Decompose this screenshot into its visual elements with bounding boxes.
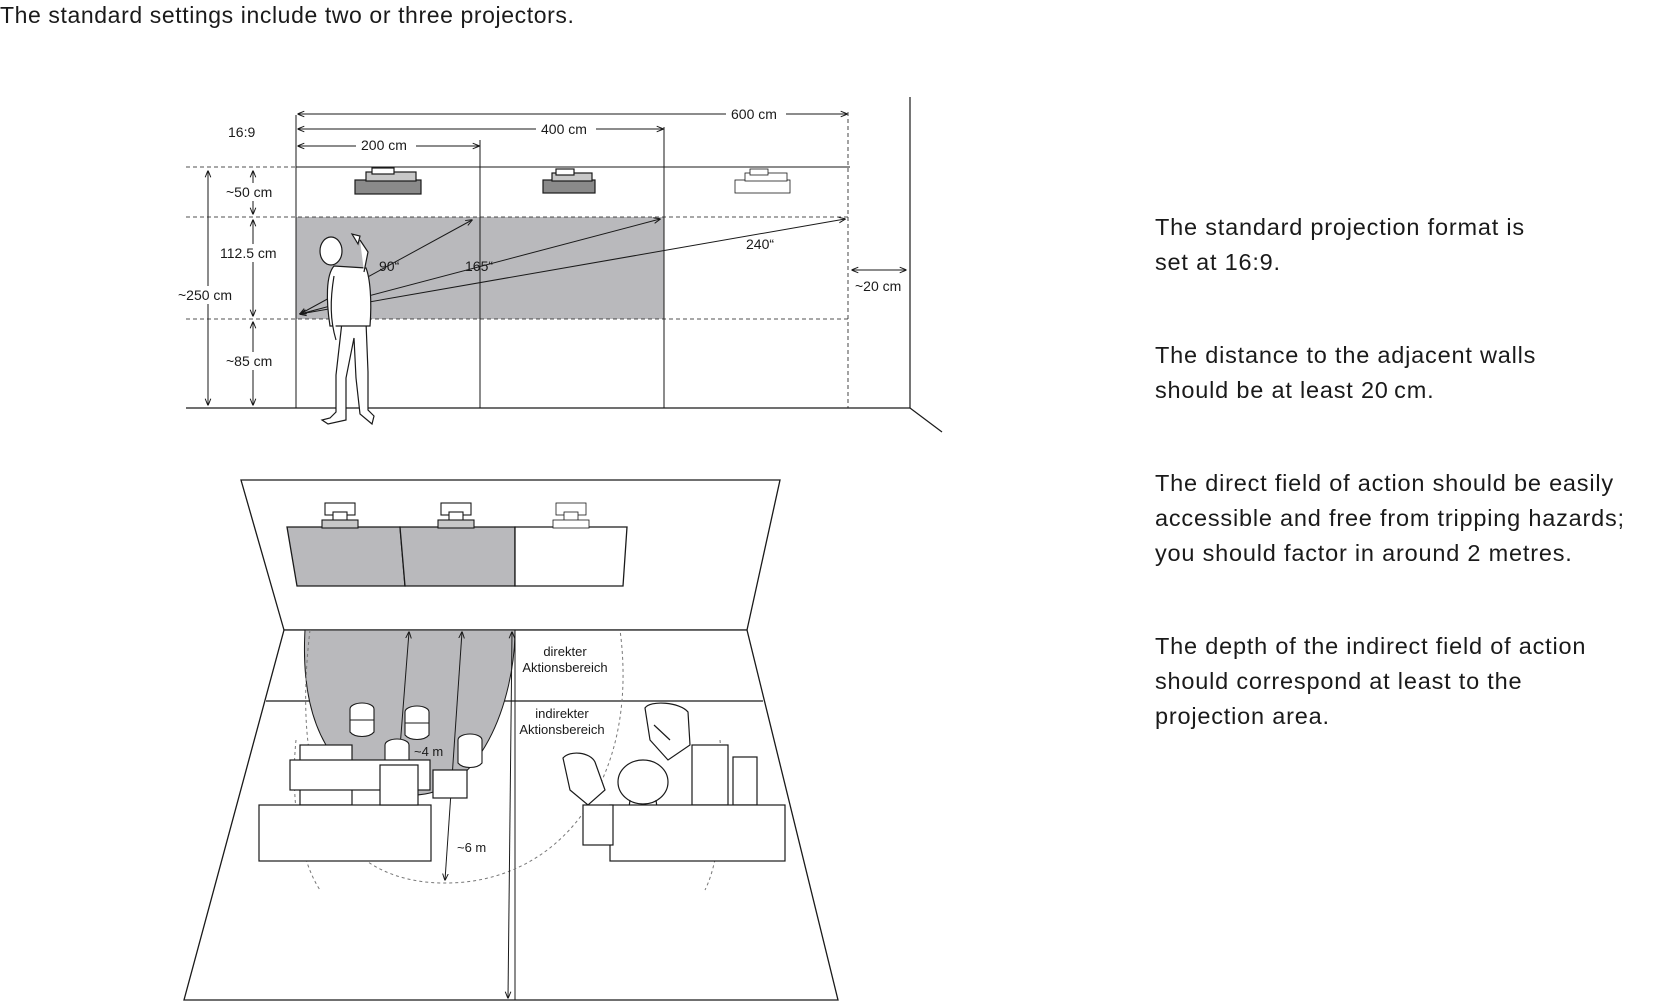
distance-4m-label: ~4 m [414, 744, 444, 759]
paragraph-line: projection area. [1155, 703, 1330, 729]
indirect-zone-label-line1: indirekter [535, 706, 589, 721]
distance-6m-label: ~6 m [457, 840, 487, 855]
diagonal-240-label: 240“ [746, 236, 775, 252]
projector-icon [438, 503, 474, 528]
paragraph-line: accessible and free from tripping hazards; [1155, 505, 1625, 531]
direct-zone-label-line2: Aktionsbereich [522, 660, 608, 675]
width-600-label: 600 cm [731, 106, 777, 122]
width-400-label: 400 cm [541, 121, 587, 137]
stool-icon [350, 703, 374, 737]
description-paragraphs [1155, 210, 1655, 792]
direct-zone-label-line1: direkter [543, 644, 587, 659]
width-200-label: 200 cm [361, 137, 407, 153]
paragraph-line: you should factor in around 2 metres. [1155, 540, 1573, 566]
paragraph-line: The depth of the indirect field of action [1155, 633, 1587, 659]
paragraph-indirect-field [1155, 629, 1655, 734]
stool-icon [458, 734, 482, 768]
height-total-label: ~250 cm [178, 287, 233, 303]
projector-icon [735, 169, 790, 193]
height-bottom-label: ~85 cm [226, 353, 273, 369]
stool-icon [405, 706, 429, 740]
projector-icon [355, 168, 421, 194]
diagonal-165-label: 165“ [465, 258, 494, 274]
projection-area [287, 527, 405, 586]
indirect-zone-label-line2: Aktionsbereich [519, 722, 605, 737]
paragraph-line: should correspond at least to the [1155, 668, 1523, 694]
paragraph-wall-distance [1155, 338, 1655, 408]
format-label: 16:9 [228, 124, 256, 140]
wall-gap-label: ~20 cm [855, 278, 902, 294]
paragraph-line: set at 16:9. [1155, 249, 1281, 275]
paragraph-line: The standard projection format is [1155, 214, 1525, 240]
paragraph-direct-field [1155, 466, 1655, 571]
paragraph-format [1155, 210, 1655, 280]
height-top-label: ~50 cm [226, 184, 273, 200]
elevation-view [186, 97, 942, 432]
paragraph-line: should be at least 20 cm. [1155, 377, 1435, 403]
projector-icon [543, 169, 595, 193]
room-perspective-view [184, 480, 838, 1000]
projection-area [400, 527, 515, 586]
diagonal-90-label: 90“ [379, 258, 400, 274]
height-screen-label: 112.5 cm [220, 245, 277, 261]
page-heading: The standard settings include two or three projectors. [0, 2, 575, 28]
projector-icon [322, 503, 358, 528]
paragraph-line: The direct field of action should be easily [1155, 470, 1614, 496]
paragraph-line: The distance to the adjacent walls [1155, 342, 1537, 368]
